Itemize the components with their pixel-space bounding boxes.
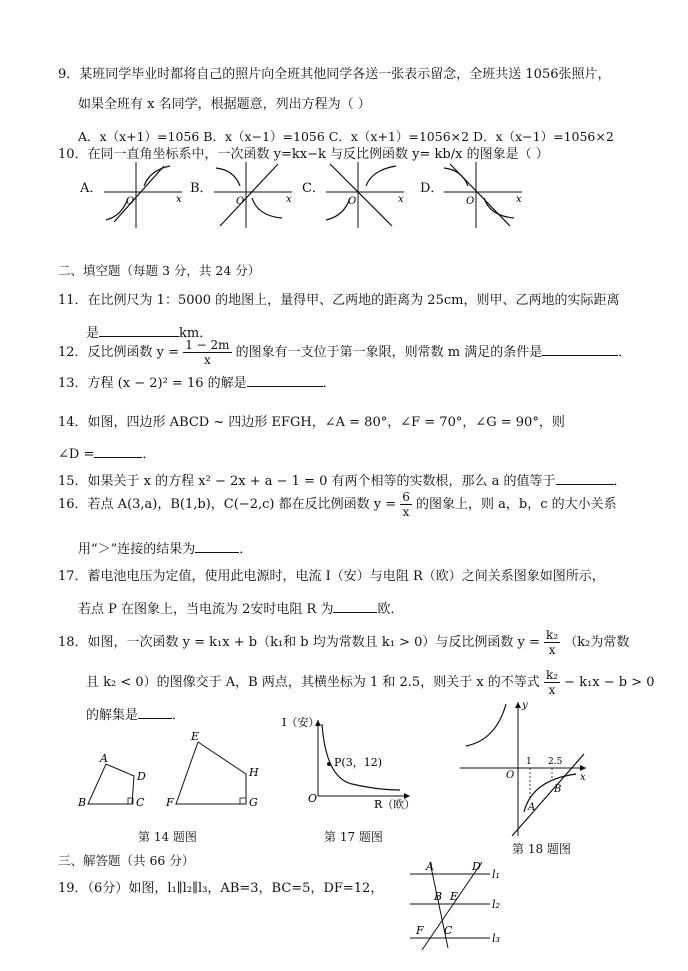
- figure-19: [404, 856, 508, 952]
- fig19-label-c: C: [444, 924, 453, 937]
- q14-line2-text: ∠D =: [58, 447, 95, 462]
- fig17-point-label: P(3，12): [334, 756, 382, 769]
- q10-option-c-label: C．: [302, 181, 325, 196]
- q9-line1: 9．某班同学毕业时都将自己的照片向全班其他同学各送一张表示留念，全班共送 1056张照片，: [58, 67, 611, 82]
- q17-line2-post: 欧．: [377, 602, 404, 617]
- q15-line: [58, 470, 627, 491]
- q13-post: ．: [322, 376, 336, 391]
- q18-fraction-1: [544, 628, 560, 657]
- q18-line1-post: （k₂为常数: [564, 635, 630, 650]
- q14-line1: 14．如图，四边形 ABCD ~ 四边形 EFGH，∠A = 80°，∠F = 70°，∠G = 90°，则: [58, 415, 565, 430]
- figure-17: [282, 712, 422, 822]
- q10c-x-label: x: [398, 194, 404, 205]
- q11-line2-post: km．: [179, 326, 213, 341]
- q16-line2: 用“＞”连接的结果为 ．: [78, 538, 252, 559]
- q18-line3: 的解集是 ．: [86, 704, 185, 725]
- q12-answer-blank: [542, 341, 618, 356]
- fig14-label-g: G: [249, 796, 258, 809]
- section3-title: 三、解答题（共 66 分）: [58, 853, 195, 868]
- q10-option-a-label: A．: [80, 181, 103, 196]
- q11-line1: 11．在比例尺为 1：5000 的地图上，量得甲、乙两地的距离为 25cm，则甲、乙两地的实际距离: [58, 293, 620, 308]
- q10a-x-label: x: [176, 194, 182, 205]
- q10d-x-label: x: [516, 194, 522, 205]
- q16-denominator: x: [402, 505, 410, 519]
- q17-answer-blank: [333, 598, 377, 613]
- q16-pre: 16．若点 A(3,a)，B(1,b)，C(−2,c) 都在反比例函数 y =: [58, 497, 401, 512]
- fig14-label-e: E: [191, 730, 200, 743]
- figure-18: [456, 700, 590, 840]
- q16-line2-text: 用“＞”连接的结果为: [78, 542, 196, 557]
- fig18-label-a: A: [528, 802, 536, 813]
- fig18-tick-2-5: 2.5: [548, 757, 563, 767]
- q9-options: A．x（x+1）=1056 B．x（x−1）=1056 C．x（x+1）=1056×2 D．x（x−1）=1056×2: [78, 129, 614, 144]
- fig19-label-l3: l₃: [492, 932, 500, 945]
- q10c-origin: O: [348, 196, 357, 207]
- q18-fraction-1-den: x: [548, 643, 556, 657]
- q18-fraction-2: [544, 668, 560, 697]
- q10d-origin: O: [466, 196, 475, 207]
- fig14-label-f: F: [166, 796, 174, 809]
- q10-graph-a: [100, 160, 186, 230]
- fig18-tick-1: 1: [526, 757, 532, 767]
- fig14-label-c: C: [136, 796, 145, 809]
- q18-line2: [86, 668, 655, 697]
- q13-line: [58, 372, 336, 393]
- fig14-label-a: A: [100, 752, 108, 765]
- q16-fraction: [400, 490, 412, 519]
- fig17-y-label: I（安）: [282, 716, 320, 729]
- fig18-origin: O: [506, 770, 515, 781]
- q13-answer-blank: [247, 372, 323, 387]
- q13-text: 13．方程 (x − 2)² = 16 的解是: [58, 376, 247, 391]
- q10-graph-d: [440, 160, 526, 230]
- fig14-label-b: B: [78, 796, 87, 809]
- fig19-label-l2: l₂: [492, 898, 500, 911]
- q12-denominator: x: [203, 353, 211, 367]
- q10b-origin: O: [236, 196, 245, 207]
- fig19-label-a: A: [426, 860, 434, 873]
- q12-fraction: [183, 338, 231, 367]
- q18-answer-blank: [138, 704, 172, 719]
- q12-numerator: 1 − 2m: [185, 338, 230, 352]
- q10-text: 10．在同一直角坐标系中，一次函数 y=kx−k 与反比例函数 y= kb/x 的图象是（ ）: [58, 147, 549, 162]
- q14-line2: ∠D = ．: [58, 443, 155, 464]
- q17-line1: 17．蓄电池电压为定值，使用此电源时，电流 I（安）与电阻 R（欧）之间关系图象如图所示，: [58, 569, 605, 584]
- q18-fraction-1-num: k₂: [546, 628, 559, 642]
- q16-numerator: 6: [402, 490, 410, 504]
- q18-line1: [58, 628, 629, 657]
- q16-answer-blank: [195, 538, 239, 553]
- fig14-caption: 第 14 题图: [138, 830, 197, 844]
- q12-pre: 12．反比例函数 y =: [58, 345, 184, 360]
- fig17-caption: 第 17 题图: [324, 830, 383, 844]
- q15-answer-blank: [556, 470, 614, 485]
- q16-line1: [58, 490, 617, 519]
- fig17-x-label: R（欧）: [374, 798, 416, 811]
- fig19-label-e: E: [450, 890, 459, 903]
- q11-answer-blank: [99, 322, 179, 337]
- q18-fraction-2-num: k₂: [545, 668, 559, 682]
- q16-post: 的图象上，则 a，b，c 的大小关系: [416, 497, 617, 512]
- q10-option-b-label: B．: [190, 181, 213, 196]
- section2-title: 二、填空题（每题 3 分，共 24 分）: [58, 263, 261, 278]
- fig19-label-d: D: [472, 860, 481, 873]
- q18-line2-pre: 且 k₂ < 0）的图像交于 A，B 两点，其横坐标为 1 和 2.5，则关于 x 的不等式: [86, 675, 544, 690]
- fig19-label-f: F: [416, 924, 424, 937]
- q15-text: 15．如果关于 x 的方程 x² − 2x + a − 1 = 0 有两个相等的实数根，那么 a 的值等于: [58, 474, 556, 489]
- fig18-label-b: B: [554, 784, 562, 795]
- fig17-origin: O: [308, 792, 318, 805]
- q12-line: 12．反比例函数 y = $\frac{1 - 2m}{x}$ 的图象有一支位于第一象限，则常数 m 满足的条件是 ．: [58, 338, 632, 367]
- q18-line2-post: − k₁x − b > 0: [564, 675, 655, 690]
- fig19-label-l1: l₁: [492, 868, 500, 881]
- q15-post: ．: [613, 474, 627, 489]
- q11-line2-pre: 是: [86, 326, 100, 341]
- q18-line3-text: 的解集是: [86, 708, 139, 723]
- fig19-label-b: B: [434, 890, 443, 903]
- fig18-x-label: x: [580, 772, 586, 783]
- q10-graph-b: [210, 160, 296, 230]
- q12-post: 的图象有一支位于第一象限，则常数 m 满足的条件是: [235, 345, 543, 360]
- q17-line2-pre: 若点 P 在图象上，当电流为 2安时电阻 R 为: [78, 602, 334, 617]
- fig18-caption: 第 18 题图: [512, 842, 571, 856]
- q19-text: 19．（6分）如图，l₁∥l₂∥l₃，AB=3，BC=5，DF=12，: [58, 881, 384, 896]
- q9-line2: 如果全班有 x 名同学，根据题意，列出方程为（ ）: [78, 97, 371, 112]
- q18-fraction-2-den: x: [548, 683, 556, 697]
- q18-line1-pre: 18．如图，一次函数 y = k₁x + b（k₁和 b 均为常数且 k₁ > 0）与反比例函数 y =: [58, 635, 545, 650]
- q17-line2: [78, 598, 403, 619]
- fig14-label-h: H: [249, 766, 259, 779]
- fig14-label-d: D: [137, 770, 146, 783]
- q10-graph-c: [322, 160, 408, 230]
- q10-option-d-label: D．: [420, 181, 444, 196]
- q10a-origin: O: [126, 196, 135, 207]
- fig18-y-label: y: [522, 700, 528, 711]
- figure-14: [74, 726, 274, 816]
- q10b-x-label: x: [286, 194, 292, 205]
- q14-answer-blank: [94, 443, 142, 458]
